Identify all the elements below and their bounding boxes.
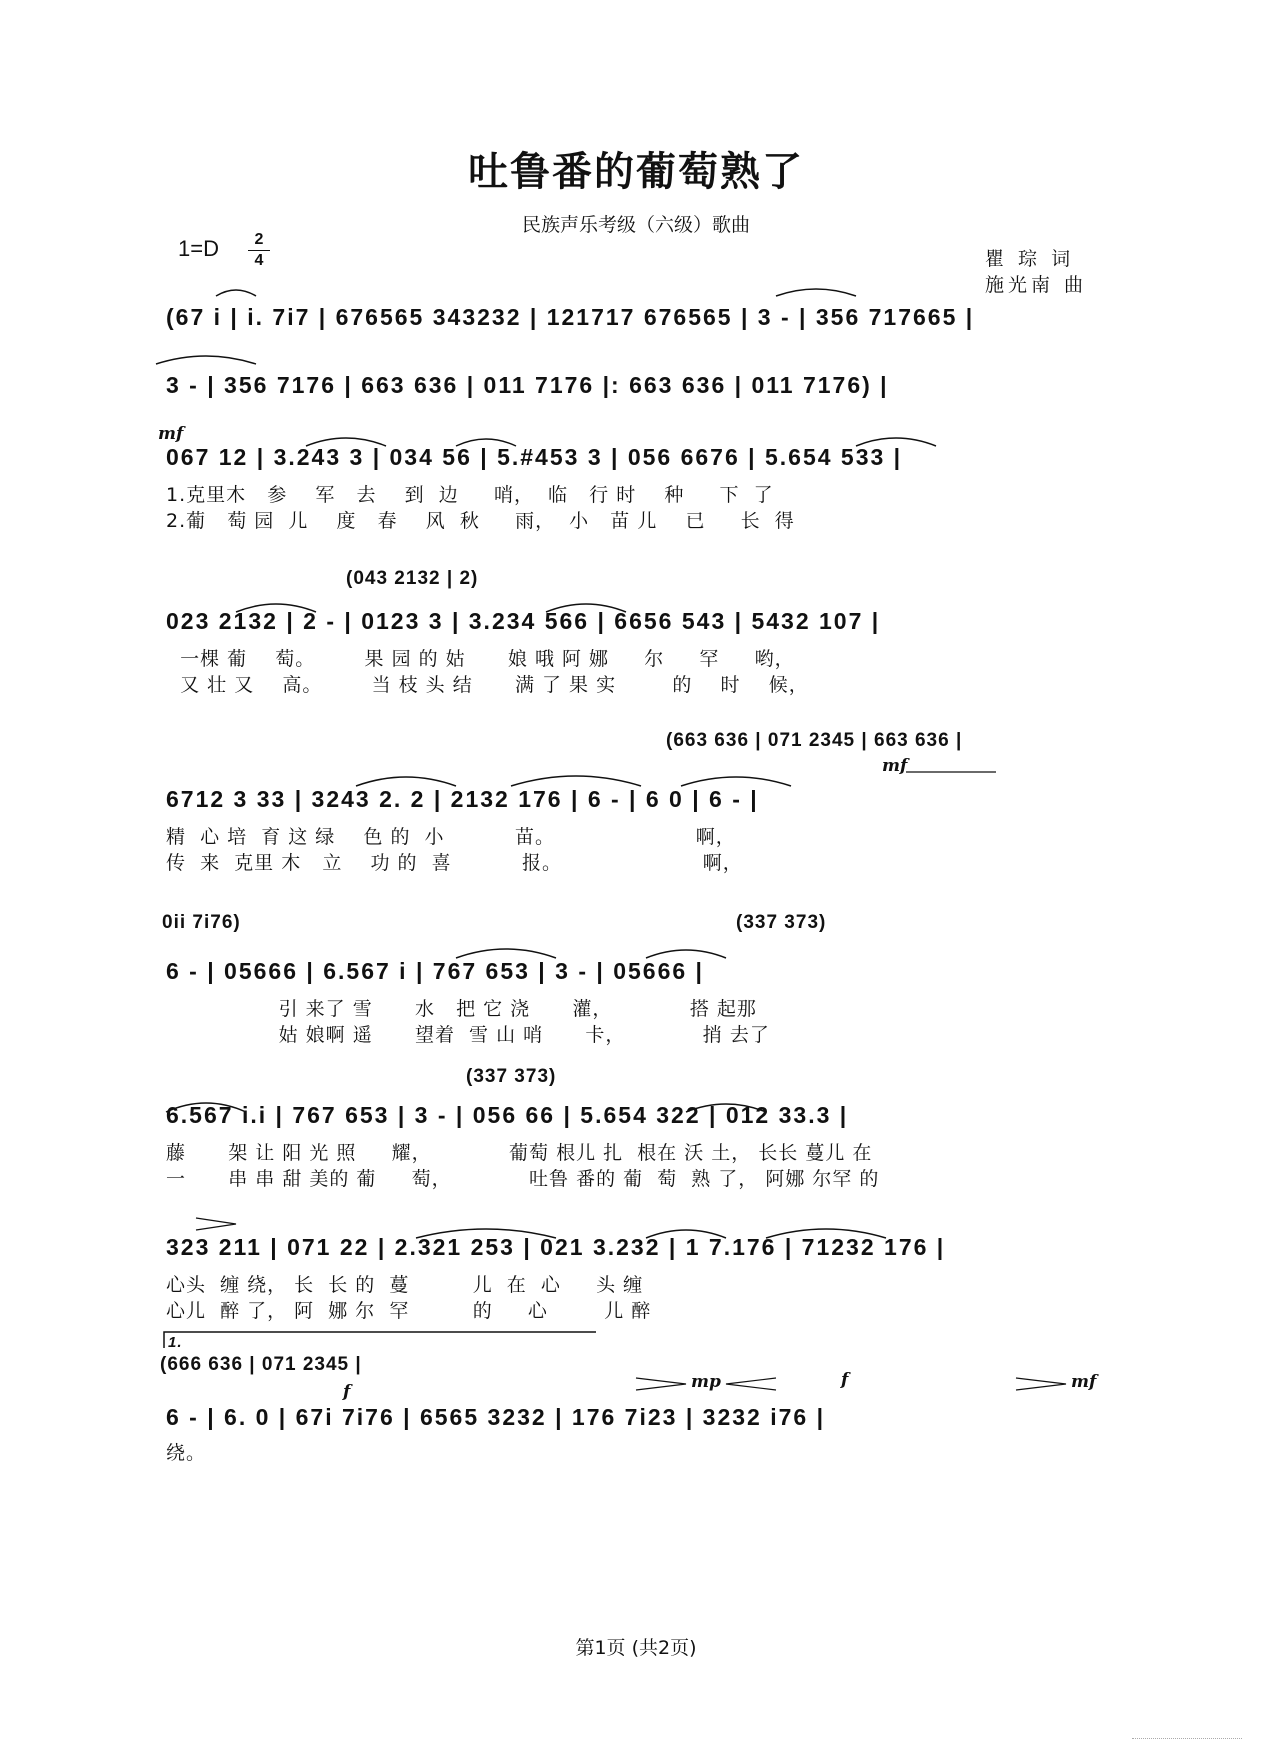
score-system-1 bbox=[166, 286, 1126, 346]
score-system-8 bbox=[166, 1208, 1126, 1322]
score-system-3 bbox=[158, 424, 1126, 536]
lyrics-verse1-line-8: 心头 缠 绕， 长 长 的 蔓 儿 在 心 头 缠 bbox=[166, 1274, 644, 1296]
lyrics-verse1-line-9: 绕。 bbox=[166, 1442, 207, 1464]
key-signature: 1=D bbox=[178, 236, 219, 261]
lyrics-verse1-line-6: 引 来了 雪 水 把 它 浇 灌， 搭 起那 bbox=[166, 998, 757, 1020]
notation-line-1: (67 i | i. 7i7 | 676565 343232 | 121717 676565 | 3 - | 356 717665 | bbox=[166, 304, 975, 330]
score-system-6 bbox=[162, 900, 1126, 1050]
dynamic-mp: mp bbox=[691, 1372, 721, 1392]
score-system-7 bbox=[166, 1066, 1126, 1216]
score-system-4 bbox=[166, 568, 1126, 698]
dynamic-f-2: f bbox=[841, 1370, 849, 1390]
page-number: 第1页 (共2页) bbox=[575, 1637, 697, 1659]
lyricist-credit: 瞿 琮 词 bbox=[985, 248, 1075, 270]
dynamic-mf: mf bbox=[158, 424, 184, 444]
song-title: 吐鲁番的葡萄熟了 bbox=[468, 148, 804, 195]
auxiliary-notation-6a: 0ii 7i76) bbox=[162, 912, 241, 933]
dynamic-mf-2: mf bbox=[882, 756, 908, 776]
notation-line-9: 6 - | 6. 0 | 67i 7i76 | 6565 3232 | 176 7i23 | 3232 i76 | bbox=[166, 1404, 826, 1430]
notation-line-6: 6 - | 05666 | 6.567 i | 767 653 | 3 - | 05666 | bbox=[166, 958, 704, 984]
auxiliary-notation-4: (043 2132 | 2) bbox=[346, 568, 479, 589]
composer-credit: 施光南 曲 bbox=[985, 274, 1088, 296]
dynamic-mf-3: mf bbox=[1071, 1372, 1097, 1392]
time-divider bbox=[248, 250, 270, 251]
lyrics-verse1-line-3: 1.克里木 参 军 去 到 边 哨， 临 行 时 种 下 了 bbox=[166, 484, 774, 506]
time-top: 2 bbox=[254, 231, 264, 248]
notation-line-2: 3 - | 356 7176 | 663 636 | 011 7176 |: 663 636 | 011 7176) | bbox=[166, 372, 889, 398]
lyrics-verse2-line-8: 心儿 醉 了， 阿 娜 尔 罕 的 心 儿 醉 bbox=[166, 1300, 652, 1322]
volta-label: 1. bbox=[168, 1334, 183, 1351]
song-subtitle: 民族声乐考级（六级）歌曲 bbox=[521, 214, 750, 236]
lyrics-verse2-line-6: 姑 娘啊 遥 望着 雪 山 哨 卡， 捎 去了 bbox=[166, 1024, 770, 1046]
lyrics-verse2-line-7: 一 串 串 甜 美的 葡 萄， 吐鲁 番的 葡 萄 熟 了， 阿娜 尔罕 的 bbox=[166, 1168, 880, 1190]
lyrics-verse1-line-4: 一棵 葡 萄。 果 园 的 姑 娘 哦 阿 娜 尔 罕 哟， bbox=[166, 648, 795, 670]
auxiliary-notation-7: (337 373) bbox=[466, 1066, 557, 1087]
notation-line-5: 6712 3 33 | 3243 2. 2 | 2132 176 | 6 - | 6 0 | 6 - | bbox=[166, 786, 759, 812]
time-signature bbox=[248, 231, 270, 270]
auxiliary-notation-5: (663 636 | 071 2345 | 663 636 | bbox=[666, 730, 963, 751]
lyrics-verse2-line-5: 传 来 克里 木 立 功 的 喜 报。 啊， bbox=[166, 852, 743, 874]
notation-line-3: 067 12 | 3.243 3 | 034 56 | 5.#453 3 | 056 6676 | 5.654 533 | bbox=[166, 444, 903, 470]
score-system-2 bbox=[166, 352, 1126, 412]
auxiliary-notation-9: (666 636 | 071 2345 | bbox=[160, 1354, 362, 1375]
notation-line-7: 6.567 i.i | 767 653 | 3 - | 056 66 | 5.654 322 | 012 33.3 | bbox=[166, 1102, 849, 1128]
score-system-9 bbox=[160, 1326, 1126, 1464]
score-system-5 bbox=[166, 730, 1126, 880]
notation-line-8: 323 211 | 071 22 | 2.321 253 | 021 3.232 | 1 7.176 | 71232 176 | bbox=[166, 1234, 946, 1260]
scan-mark bbox=[1132, 1738, 1242, 1742]
notation-line-4: 023 2132 | 2 - | 0123 3 | 3.234 566 | 6656 543 | 5432 107 | bbox=[166, 608, 881, 634]
time-bottom: 4 bbox=[254, 252, 264, 269]
lyrics-verse2-line-3: 2.葡 萄 园 儿 度 春 风 秋 雨， 小 苗 儿 已 长 得 bbox=[166, 510, 795, 532]
lyrics-verse2-line-4: 又 壮 又 高。 当 枝 头 结 满 了 果 实 的 时 候， bbox=[166, 674, 809, 696]
auxiliary-notation-6b: (337 373) bbox=[736, 912, 827, 933]
dynamic-f-1: f bbox=[343, 1382, 351, 1402]
lyrics-verse1-line-5: 精 心 培 育 这 绿 色 的 小 苗。 啊， bbox=[166, 826, 736, 848]
lyrics-verse1-line-7: 藤 架 让 阳 光 照 耀， 葡萄 根儿 扎 根在 沃 土， 长长 蔓儿 在 bbox=[166, 1142, 873, 1164]
